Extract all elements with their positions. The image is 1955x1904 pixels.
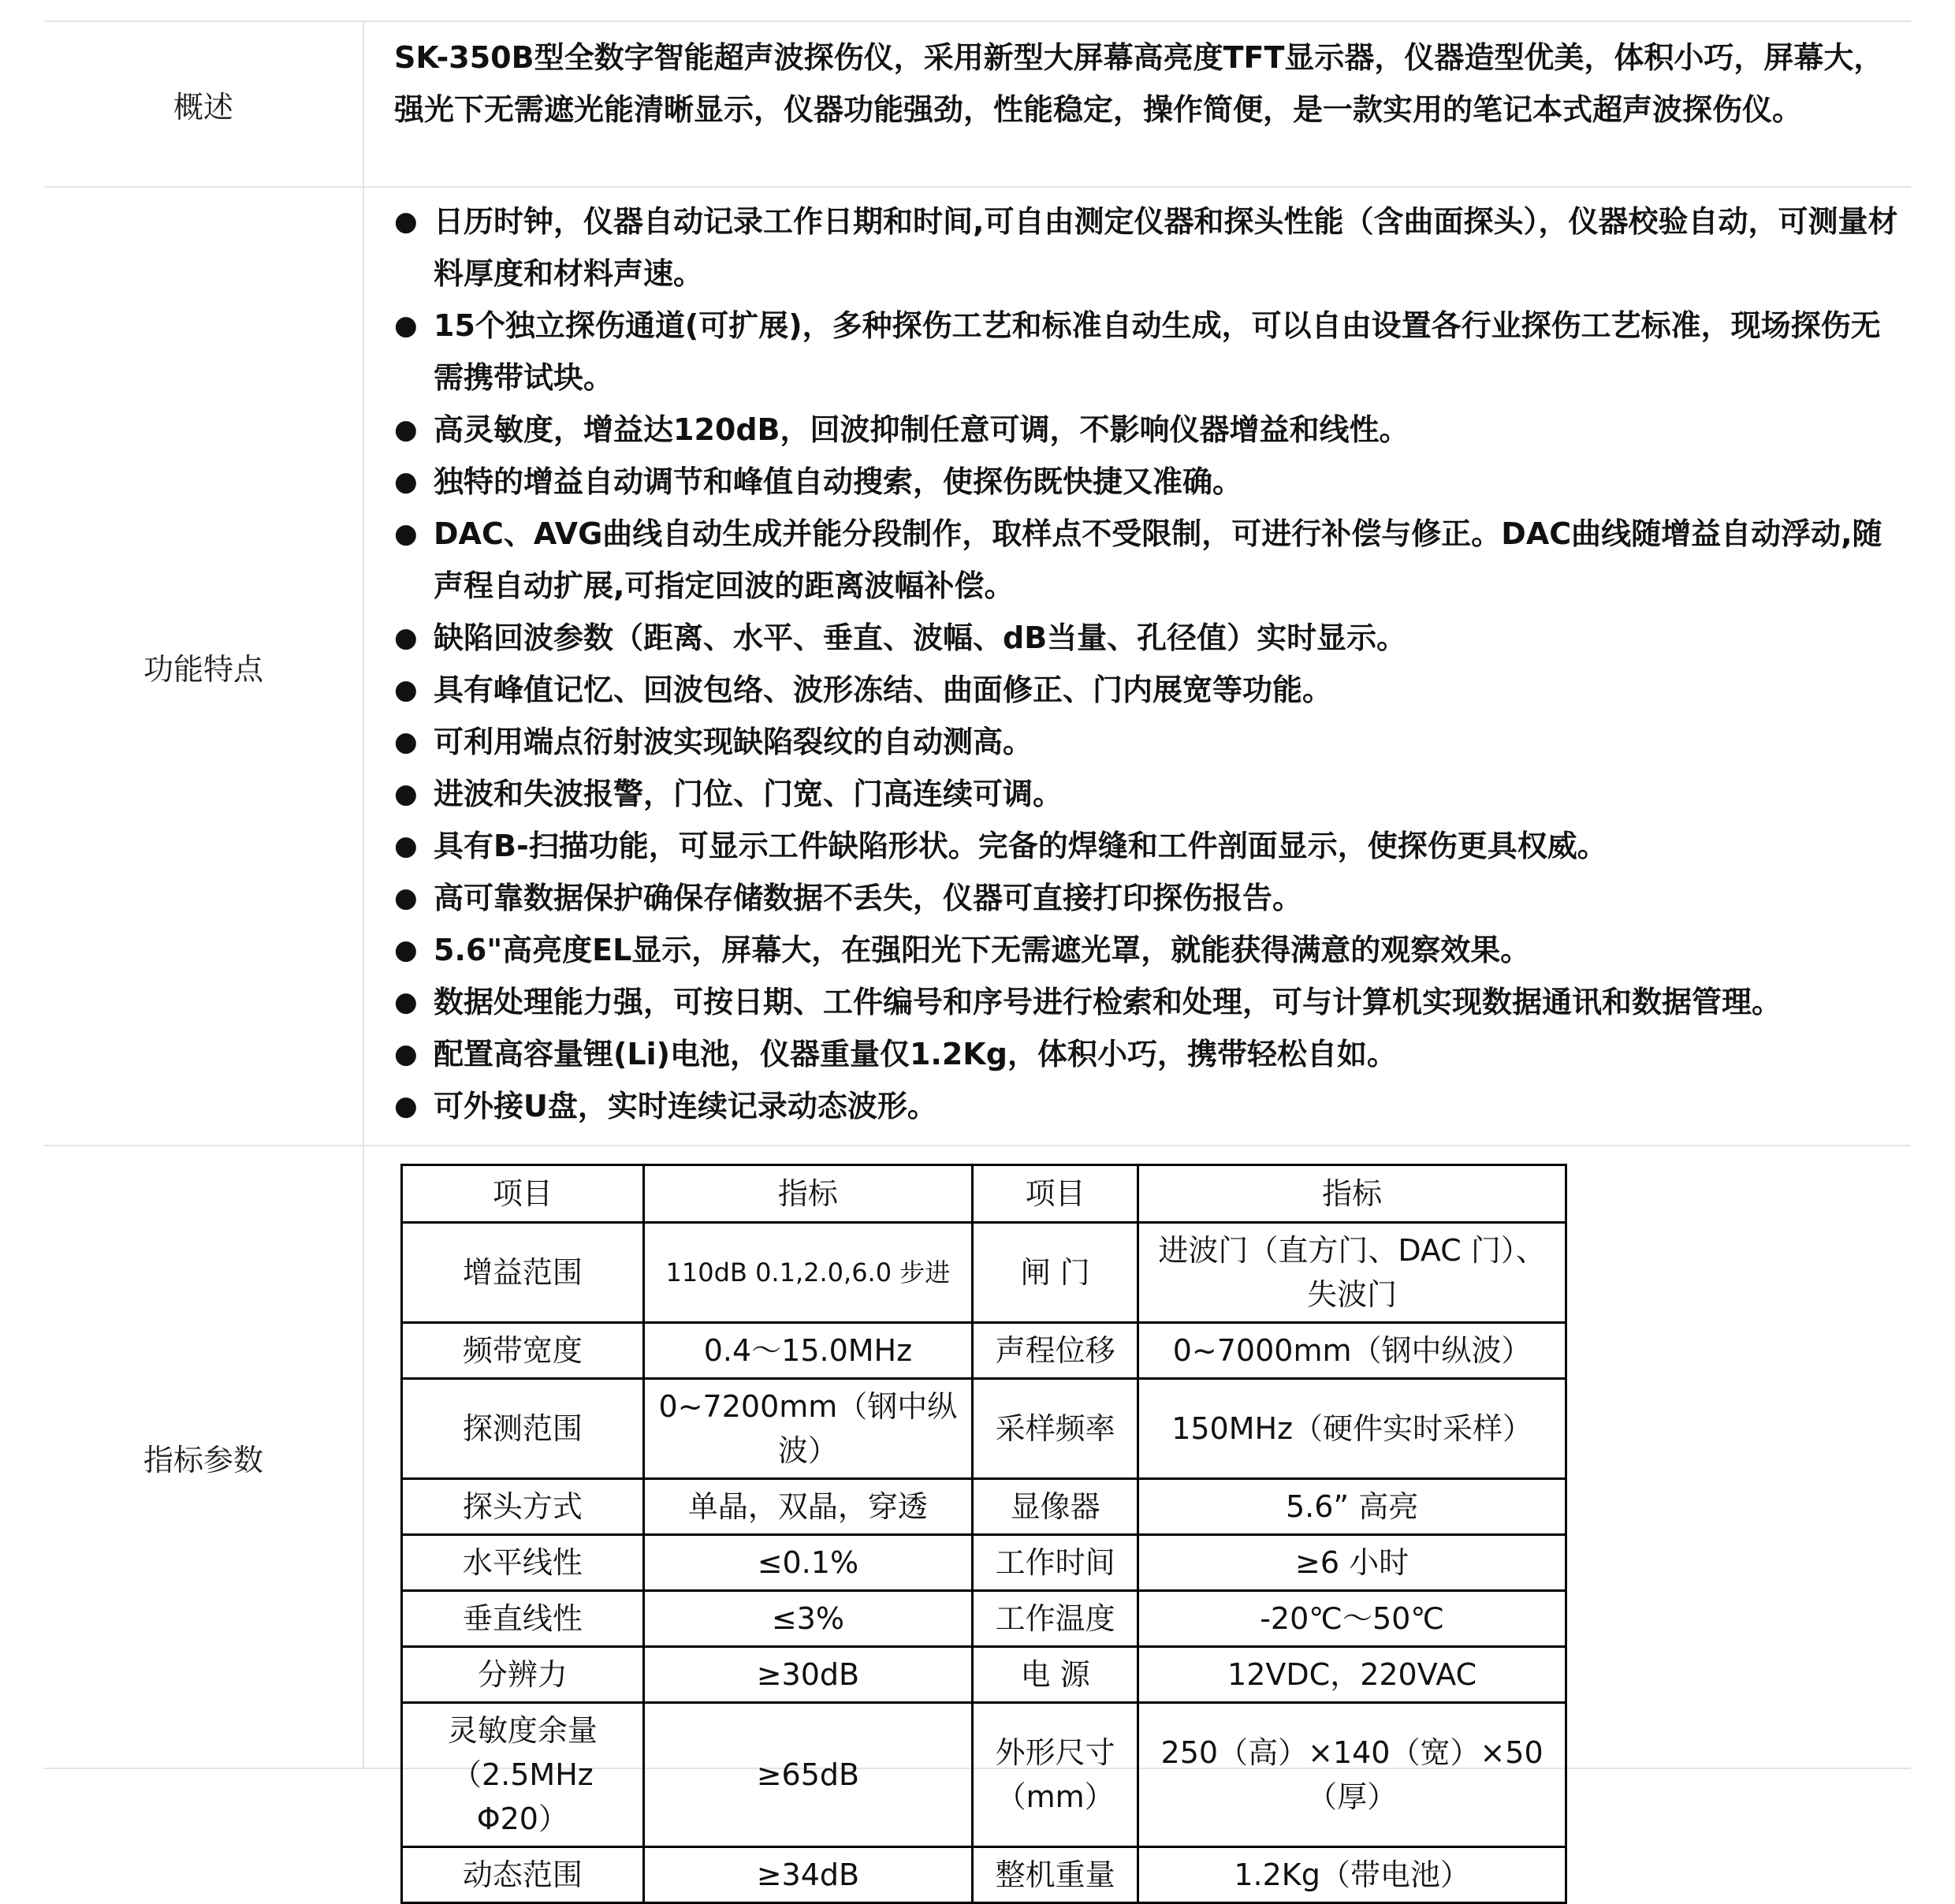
feature-text: 数据处理能力强，可按日期、工件编号和序号进行检索和处理，可与计算机实现数据通讯和数据管理。	[434, 985, 1782, 1019]
spec-value: 150MHz（硬件实时采样）	[1138, 1379, 1566, 1479]
feature-item	[394, 196, 1903, 300]
feature-text: 具有B-扫描功能，可显示工件缺陷形状。完备的焊缝和工件剖面显示，使探伤更具权威。	[434, 829, 1607, 863]
feature-item	[394, 768, 1903, 820]
spec-header-row	[402, 1165, 1566, 1223]
feature-item	[394, 976, 1903, 1028]
feature-text: 高灵敏度，增益达120dB，回波抑制任意可调，不影响仪器增益和线性。	[434, 412, 1409, 447]
feature-item	[394, 716, 1903, 768]
spec-value: ≤0.1%	[643, 1535, 972, 1591]
feature-text: 日历时钟，仪器自动记录工作日期和时间,可自由测定仪器和探头性能（含曲面探头），仪器校验自动，可测量材料厚度和材料声速。	[434, 204, 1898, 291]
spec-row	[402, 1479, 1566, 1535]
bullet-icon: ●	[394, 674, 418, 706]
feature-text: 具有峰值记忆、回波包络、波形冻结、曲面修正、门内展宽等功能。	[434, 673, 1333, 707]
bullet-icon: ●	[394, 206, 418, 237]
spec-row	[402, 1703, 1566, 1847]
feature-item	[394, 456, 1903, 508]
specs-label: 指标参数	[44, 1146, 364, 1768]
overview-row	[44, 20, 1911, 188]
feature-item	[394, 872, 1903, 924]
spec-value: 进波门（直方门、DAC 门）、失波门	[1138, 1223, 1566, 1323]
spec-value: 1.2Kg（带电池）	[1138, 1847, 1566, 1903]
spec-item: 增益范围	[402, 1223, 644, 1323]
spec-row	[402, 1223, 1566, 1323]
overview-text: SK-350B型全数字智能超声波探伤仪，采用新型大屏幕高亮度TFT显示器，仪器造型优美，体积小巧，屏幕大，强光下无需遮光能清晰显示，仪器功能强劲，性能稳定，操作简便，是一款实用的笔记本式超声波探伤仪。	[394, 40, 1884, 127]
spec-item: 垂直线性	[402, 1591, 644, 1647]
bullet-icon: ●	[394, 622, 418, 654]
spec-row	[402, 1535, 1566, 1591]
feature-text: 高可靠数据保护确保存储数据不丢失，仪器可直接打印探伤报告。	[434, 881, 1303, 915]
feature-item	[394, 924, 1903, 976]
spec-header-value: 指标	[643, 1165, 972, 1223]
bullet-icon: ●	[394, 934, 418, 966]
spec-item: 动态范围	[402, 1847, 644, 1903]
overview-label: 概述	[44, 22, 364, 186]
spec-value: 250（高）×140（宽）×50（厚）	[1138, 1703, 1566, 1847]
feature-item	[394, 612, 1903, 664]
spec-value: 12VDC，220VAC	[1138, 1647, 1566, 1703]
bullet-icon: ●	[394, 882, 418, 914]
spec-value: -20℃～50℃	[1138, 1591, 1566, 1647]
spec-row	[402, 1847, 1566, 1903]
bullet-icon: ●	[394, 778, 418, 810]
spec-value: 110dB 0.1,2.0,6.0 步进	[643, 1223, 972, 1323]
spec-item: 电 源	[973, 1647, 1138, 1703]
spec-value: ≥30dB	[643, 1647, 972, 1703]
spec-header-item: 项目	[973, 1165, 1138, 1223]
bullet-icon: ●	[394, 414, 418, 445]
feature-text: 进波和失波报警，门位、门宽、门高连续可调。	[434, 777, 1063, 811]
spec-value: 0.4～15.0MHz	[643, 1323, 972, 1379]
feature-item	[394, 300, 1903, 404]
feature-list	[394, 196, 1903, 1132]
spec-item: 闸 门	[973, 1223, 1138, 1323]
spec-header-value: 指标	[1138, 1165, 1566, 1223]
spec-item: 声程位移	[973, 1323, 1138, 1379]
spec-item: 探测范围	[402, 1379, 644, 1479]
spec-item: 采样频率	[973, 1379, 1138, 1479]
spec-header-item: 项目	[402, 1165, 644, 1223]
feature-item	[394, 508, 1903, 612]
feature-text: 配置高容量锂(Li)电池，仪器重量仅1.2Kg，体积小巧，携带轻松自如。	[434, 1037, 1397, 1071]
spec-value: ≤3%	[643, 1591, 972, 1647]
bullet-icon: ●	[394, 518, 418, 550]
feature-item	[394, 404, 1903, 456]
spec-item: 探头方式	[402, 1479, 644, 1535]
feature-text: 独特的增益自动调节和峰值自动搜索，使探伤既快捷又准确。	[434, 464, 1243, 499]
bullet-icon: ●	[394, 1038, 418, 1070]
spec-value: 0~7000mm（钢中纵波）	[1138, 1323, 1566, 1379]
spec-item: 工作温度	[973, 1591, 1138, 1647]
spec-value: ≥65dB	[643, 1703, 972, 1847]
feature-text: DAC、AVG曲线自动生成并能分段制作，取样点不受限制，可进行补偿与修正。DAC曲线随增益自动浮动,随声程自动扩展,可指定回波的距离波幅补偿。	[434, 516, 1882, 603]
features-row	[44, 188, 1911, 1146]
specs-row	[44, 1146, 1911, 1892]
spec-item: 分辨力	[402, 1647, 644, 1703]
spec-row	[402, 1591, 1566, 1647]
feature-item	[394, 664, 1903, 716]
bullet-icon: ●	[394, 830, 418, 862]
spec-value: 单晶，双晶，穿透	[643, 1479, 972, 1535]
spec-item: 水平线性	[402, 1535, 644, 1591]
spec-value: 5.6” 高亮	[1138, 1479, 1566, 1535]
bullet-icon: ●	[394, 986, 418, 1018]
spec-item: 整机重量	[973, 1847, 1138, 1903]
bullet-icon: ●	[394, 310, 418, 341]
spec-value: 0~7200mm（钢中纵波）	[643, 1379, 972, 1479]
spec-table	[400, 1164, 1567, 1904]
feature-text: 15个独立探伤通道(可扩展)，多种探伤工艺和标准自动生成，可以自由设置各行业探伤工艺标准，现场探伤无需携带试块。	[434, 308, 1881, 395]
feature-text: 可外接U盘，实时连续记录动态波形。	[434, 1089, 937, 1123]
feature-text: 缺陷回波参数（距离、水平、垂直、波幅、dB当量、孔径值）实时显示。	[434, 620, 1407, 655]
product-sheet	[44, 20, 1911, 1892]
spec-item: 工作时间	[973, 1535, 1138, 1591]
spec-item: 显像器	[973, 1479, 1138, 1535]
bullet-icon: ●	[394, 1090, 418, 1122]
bullet-icon: ●	[394, 466, 418, 497]
spec-item: 频带宽度	[402, 1323, 644, 1379]
spec-value: ≥6 小时	[1138, 1535, 1566, 1591]
spec-row	[402, 1323, 1566, 1379]
feature-text: 5.6"高亮度EL显示，屏幕大，在强阳光下无需遮光罩，就能获得满意的观察效果。	[434, 933, 1531, 967]
spec-row	[402, 1647, 1566, 1703]
spec-value: ≥34dB	[643, 1847, 972, 1903]
feature-item	[394, 1028, 1903, 1080]
feature-item	[394, 820, 1903, 872]
features-label: 功能特点	[44, 188, 364, 1145]
spec-row	[402, 1379, 1566, 1479]
feature-item	[394, 1080, 1903, 1132]
feature-text: 可利用端点衍射波实现缺陷裂纹的自动测高。	[434, 725, 1033, 759]
spec-item: 外形尺寸（mm）	[973, 1703, 1138, 1847]
spec-item: 灵敏度余量（2.5MHz Φ20）	[402, 1703, 644, 1847]
bullet-icon: ●	[394, 726, 418, 758]
